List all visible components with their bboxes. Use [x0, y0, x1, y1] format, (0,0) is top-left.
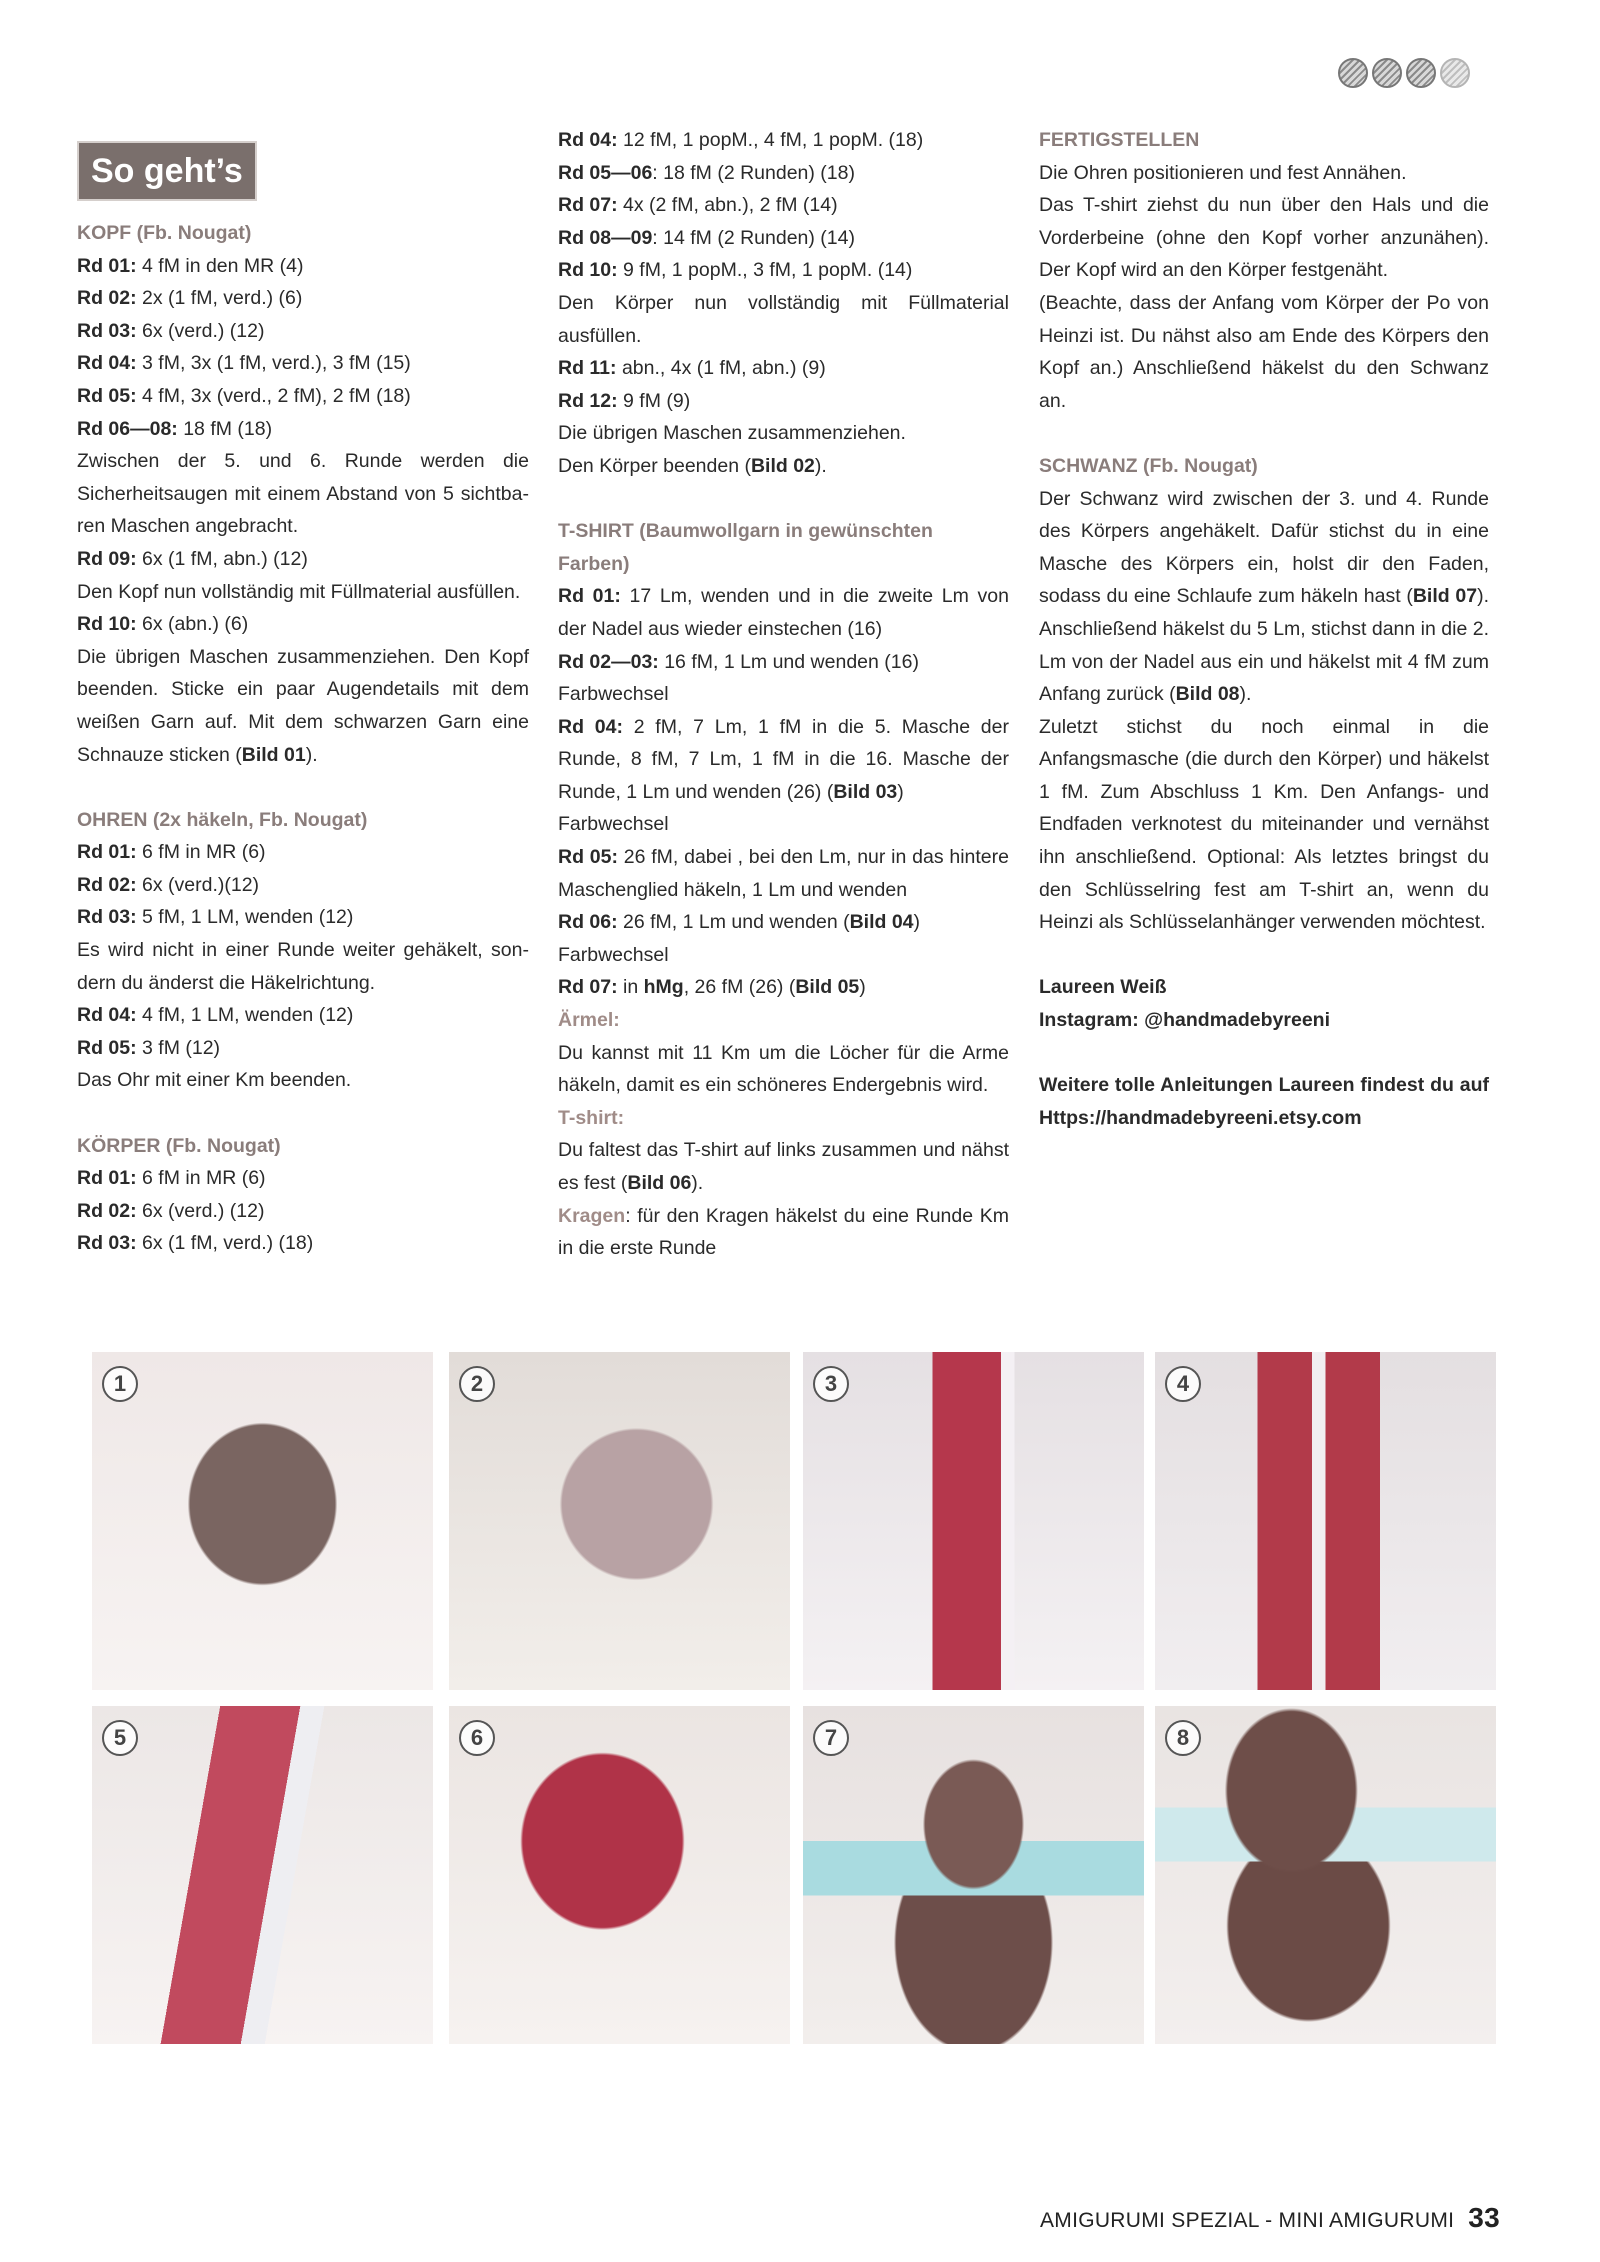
photo-number: 6	[459, 1720, 495, 1756]
page-title: So geht’s	[77, 141, 257, 201]
row: Rd 04: 12 fM, 1 popM., 4 fM, 1 popM. (18)	[558, 129, 924, 151]
row: Rd 05: 26 fM, dabei , bei den Lm, nur in das hintere Maschenglied häkeln, 1 Lm und wenden	[558, 846, 1009, 901]
photo-number: 3	[813, 1366, 849, 1402]
paragraph: (Beachte, dass der Anfang vom Körper der Po von Heinzi ist. Du nähst also am Ende des Körpers den Kopf an.) Anschließend häkelst du den Schwanz an.	[1039, 291, 1489, 412]
row: Rd 05—06: 18 fM (2 Runden) (18)	[558, 161, 855, 184]
paragraph: Die übrigen Maschen zusammenziehen.	[558, 422, 906, 445]
paragraph: Du kannst mit 11 Km um die Löcher für die Arme häkeln, damit es ein schöneres Endergebnis wird.	[558, 1041, 1009, 1097]
photo-2	[449, 1352, 790, 1690]
photo-number: 2	[459, 1366, 495, 1402]
yarn-ball-icon	[1406, 58, 1436, 88]
paragraph: Die Ohren positionieren und fest Annähen.	[1039, 161, 1407, 184]
paragraph: Den Körper beenden (Bild 02).	[558, 454, 827, 477]
row: Rd 12: 9 fM (9)	[558, 389, 691, 412]
row: Rd 02: 6x (verd.) (12)	[77, 1199, 265, 1222]
yarn-ball-icon	[1338, 58, 1368, 88]
paragraph: Das T-shirt ziehst du nun über den Hals und die Vorderbeine (ohne den Kopf vorher anzunähen). Der Kopf wird an den Körper festgenäht.	[1039, 194, 1489, 282]
paragraph: Farbwechsel	[558, 943, 669, 966]
section-heading-ohren: OHREN (2x häkeln, Fb. Nougat)	[77, 808, 368, 831]
row: Rd 06—08: 18 fM (18)	[77, 417, 273, 440]
page-number: 33	[1468, 2202, 1500, 2233]
photo-3	[803, 1352, 1144, 1690]
paragraph: Kragen: für den Kragen häkelst du eine Runde Km in die erste Runde	[558, 1204, 1009, 1260]
author-name: Laureen Weiß	[1039, 976, 1167, 999]
row: Rd 04: 2 fM, 7 Lm, 1 fM in die 5. Masche der Runde, 8 fM, 7 Lm, 1 fM in die 16. Masche der Runde, 1 Lm und wenden (26) (Bild 03)	[558, 715, 1009, 803]
row: Rd 05: 4 fM, 3x (verd., 2 fM), 2 fM (18)	[77, 384, 411, 407]
yarn-ball-icon	[1372, 58, 1402, 88]
paragraph: Das Ohr mit einer Km beenden.	[77, 1069, 352, 1092]
photo-4	[1155, 1352, 1496, 1690]
photo-number: 1	[102, 1366, 138, 1402]
photo-1	[92, 1352, 433, 1690]
instagram-handle: Instagram: @handmadebyreeni	[1039, 1009, 1331, 1032]
row: Rd 03: 6x (1 fM, verd.) (18)	[77, 1232, 314, 1255]
row: Rd 04: 3 fM, 3x (1 fM, verd.), 3 fM (15)	[77, 352, 411, 375]
photo-5	[92, 1706, 433, 2044]
subheading-aermel: Ärmel:	[558, 1009, 620, 1032]
paragraph: Den Körper nun vollständig mit Füllmaterial ausfüllen.	[558, 291, 1009, 347]
photo-number: 4	[1165, 1366, 1201, 1402]
column-3	[1039, 124, 1489, 1134]
row: Rd 05: 3 fM (12)	[77, 1036, 221, 1059]
subheading-tshirt: T-shirt:	[558, 1106, 625, 1129]
photo-6	[449, 1706, 790, 2044]
paragraph: Der Schwanz wird zwischen der 3. und 4. Runde des Körpers angehäkelt. Dafür stichst du in eine Masche des Körpers ein, holst dir den Faden, sodass du eine Schlaufe zum häkeln hast (Bild 07). Anschließend häkelst du 5 Lm, stichst dann in die 2. Lm von der Nadel aus ein und häkelst mit 4 fM zum Anfang zurück (Bild 08).	[1039, 487, 1489, 706]
section-heading-kopf: KOPF (Fb. Nougat)	[77, 222, 252, 244]
paragraph: Du faltest das T-shirt auf links zusammen und nähst es fest (Bild 06).	[558, 1139, 1009, 1194]
row: Rd 01: 6 fM in MR (6)	[77, 841, 266, 864]
section-heading-schwanz: SCHWANZ (Fb. Nougat)	[1039, 454, 1258, 477]
column-1	[77, 124, 529, 1260]
paragraph: Farbwechsel	[558, 683, 669, 706]
row: Rd 08—09: 14 fM (2 Runden) (14)	[558, 226, 855, 249]
section-heading-fertig: FERTIGSTELLEN	[1039, 129, 1200, 151]
yarn-ball-icon	[1440, 58, 1470, 88]
row: Rd 02—03: 16 fM, 1 Lm und wenden (16)	[558, 650, 919, 673]
page-footer	[1040, 2202, 1500, 2234]
paragraph: Zwischen der 5. und 6. Runde werden die Sicherheitsaugen mit einem Abstand von 5 sichtbaren Maschen angebracht.	[77, 450, 529, 538]
row: Rd 11: abn., 4x (1 fM, abn.) (9)	[558, 357, 826, 380]
yarn-ball-icons	[1338, 58, 1470, 88]
row: Rd 09: 6x (1 fM, abn.) (12)	[77, 547, 308, 570]
row: Rd 02: 6x (verd.)(12)	[77, 873, 260, 896]
row: Rd 03: 6x (verd.) (12)	[77, 319, 265, 342]
paragraph: Farbwechsel	[558, 813, 669, 836]
paragraph: Zuletzt stichst du noch einmal in die Anfangsmasche (die durch den Körper) und häkelst 1 fM. Zum Abschluss 1 Km. Den Anfangs- und Endfaden verknotest du miteinander und vernähst ihn anschließend. Optional: Als letztes bringst du den Schlüsselring fest am T-shirt an, wenn du Heinzi als Schlüsselanhänger verwenden möchtest.	[1039, 715, 1489, 934]
row: Rd 01: 4 fM in den MR (4)	[77, 254, 304, 277]
row: Rd 07: in hMg, 26 fM (26) (Bild 05)	[558, 976, 866, 999]
row: Rd 07: 4x (2 fM, abn.), 2 fM (14)	[558, 194, 838, 217]
row: Rd 10: 6x (abn.) (6)	[77, 613, 249, 636]
etsy-link[interactable]: Weitere tolle Anleitungen Laureen findest du auf Https://handmadebyreeni.etsy.com	[1039, 1074, 1489, 1129]
row: Rd 04: 4 fM, 1 LM, wenden (12)	[77, 1004, 354, 1027]
photo-7	[803, 1706, 1144, 2044]
footer-title: AMIGURUMI SPEZIAL - MINI AMIGURUMI	[1039, 2209, 1455, 2232]
column-2	[558, 124, 1009, 1265]
paragraph: Den Kopf nun vollständig mit Füllmaterial ausfüllen.	[77, 580, 521, 603]
row: Rd 10: 9 fM, 1 popM., 3 fM, 1 popM. (14)	[558, 259, 913, 282]
row: Rd 03: 5 fM, 1 LM, wenden (12)	[77, 906, 354, 929]
row: Rd 01: 17 Lm, wenden und in die zweite Lm von der Nadel aus wieder einstechen (16)	[558, 585, 1009, 640]
photo-number: 5	[102, 1720, 138, 1756]
row: Rd 06: 26 fM, 1 Lm und wenden (Bild 04)	[558, 911, 921, 934]
section-heading-koerper: KÖRPER (Fb. Nougat)	[77, 1134, 281, 1157]
photo-number: 8	[1165, 1720, 1201, 1756]
row: Rd 02: 2x (1 fM, verd.) (6)	[77, 287, 303, 310]
paragraph: Die übrigen Maschen zusammenziehen. Den Kopf beenden. Sticke ein paar Augendetails mit dem weißen Garn auf. Mit dem schwarzen Garn eine Schnauze sticken (Bild 01).	[77, 645, 529, 766]
section-heading-tshirt: T-SHIRT (Baumwollgarn in gewünschten Farben)	[558, 520, 933, 575]
photo-8	[1155, 1706, 1496, 2044]
paragraph: Es wird nicht in einer Runde weiter gehäkelt, sondern du änderst die Häkelrichtung.	[77, 939, 529, 994]
photo-number: 7	[813, 1720, 849, 1756]
row: Rd 01: 6 fM in MR (6)	[77, 1167, 266, 1190]
